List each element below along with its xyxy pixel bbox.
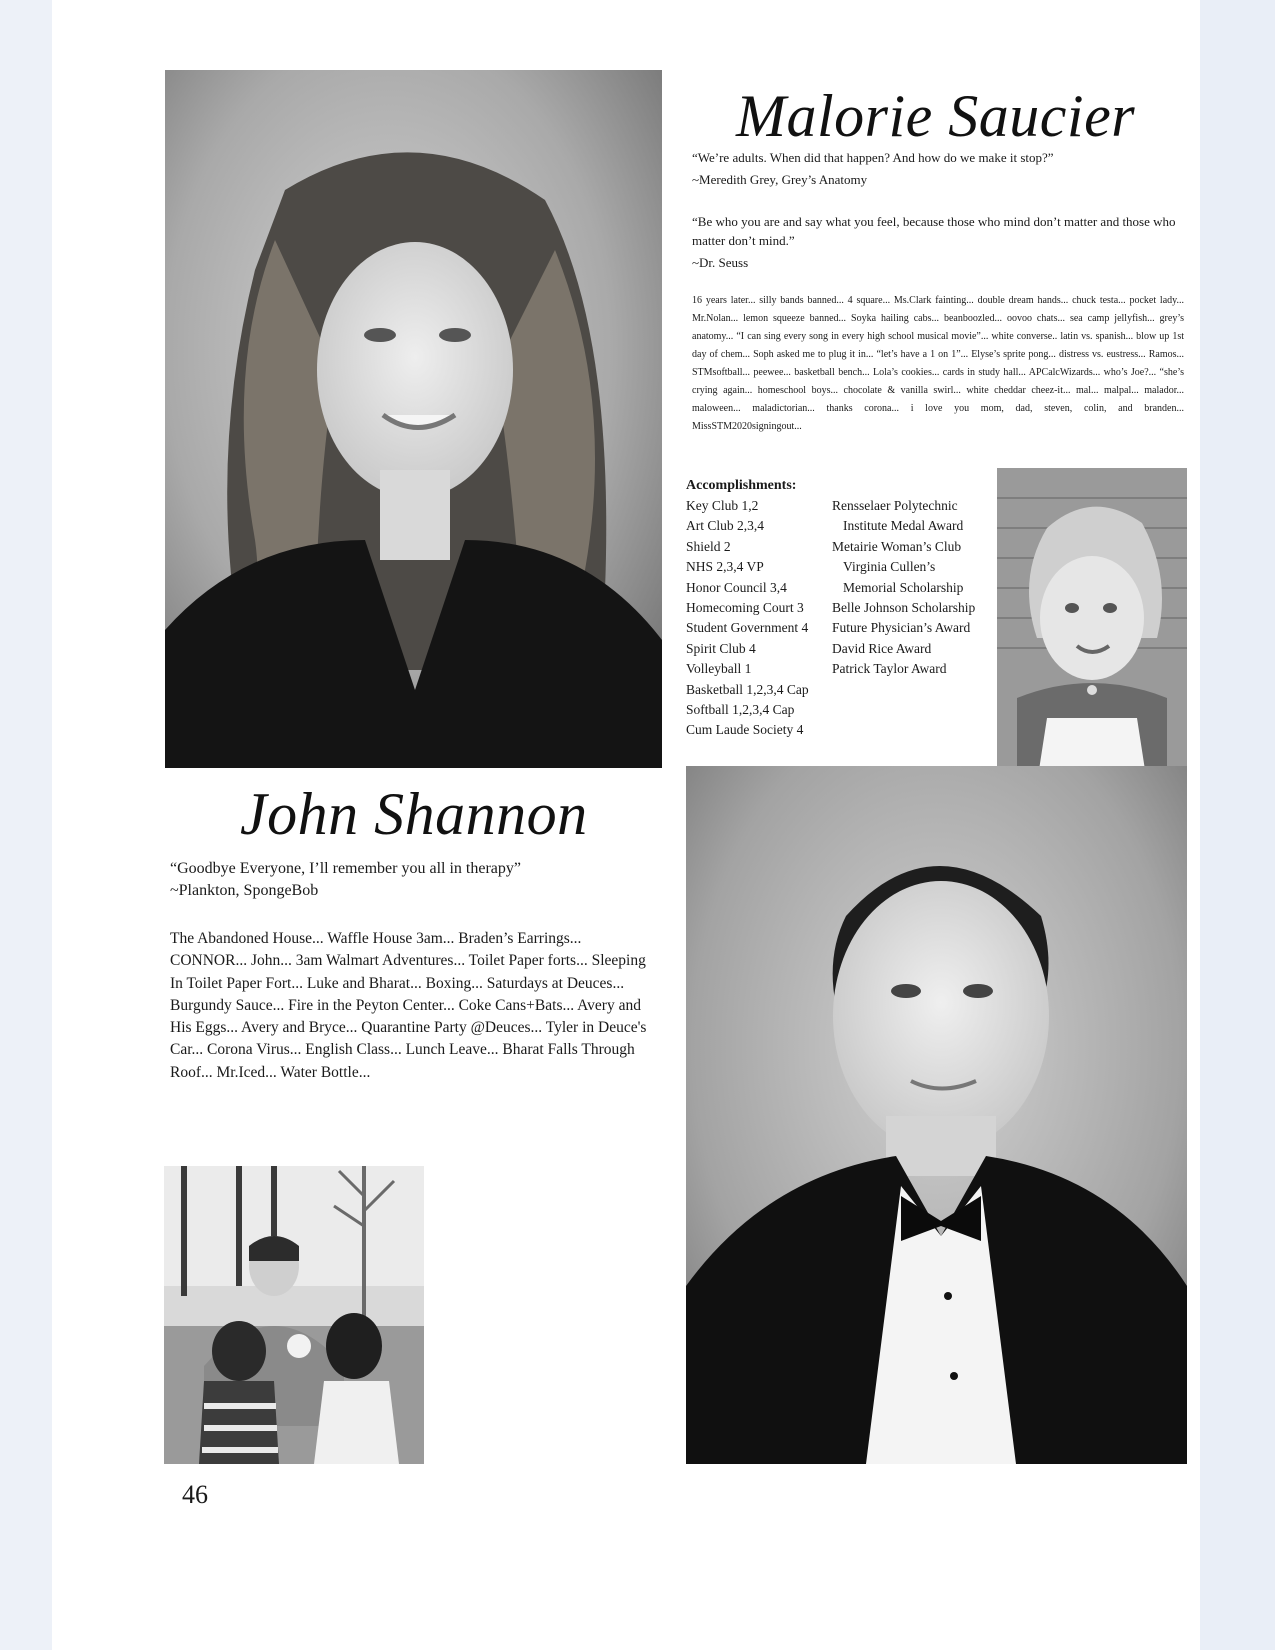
left-margin-strip: [0, 0, 52, 1650]
list-item: Patrick Taylor Award: [832, 661, 947, 677]
list-item: Virginia Cullen’s: [843, 559, 936, 575]
list-item: Art Club 2,3,4: [686, 518, 765, 534]
accomplishments-awards-list: [832, 496, 975, 680]
list-item: Metairie Woman’s Club: [832, 538, 962, 554]
john-quote: “Goodbye Everyone, I’ll remember you all in therapy”: [170, 860, 521, 877]
list-item: Student Government 4: [686, 620, 809, 636]
john-quote-author: ~Plankton, SpongeBob: [170, 882, 319, 899]
list-item: NHS 2,3,4 VP: [686, 559, 764, 575]
list-item: Belle Johnson Scholarship: [832, 600, 976, 616]
list-item: Memorial Scholarship: [843, 579, 964, 595]
list-item: Basketball 1,2,3,4 Cap: [686, 681, 809, 697]
john-candid-photo: [164, 1166, 424, 1464]
list-item: Shield 2: [686, 538, 731, 554]
page-number: 46: [182, 1480, 208, 1509]
list-item: Softball 1,2,3,4 Cap: [686, 702, 795, 718]
malorie-quote-2-author: ~Dr. Seuss: [692, 255, 749, 270]
john-name: John Shannon: [240, 781, 588, 847]
list-item: Spirit Club 4: [686, 640, 756, 656]
malorie-memories: 16 years later... silly bands banned... 4 square... Ms.Clark fainting... double dream hands... chuck testa... pocket lady... Mr.Nolan... lemon squeeze banned... Soyka hailing cabs... beanboozled... oovoo chats... sea camp jellyfish... grey’s anatomy... “I can sing every song in every high school musical movie”... white converse.. latin vs. spanish... blow up 1st day of chem... Soph asked me to plug it in... “let’s have a 1 on 1”... Elyse’s sprite pong... distress vs. eustress... Ramos... STMsoftball... peewee... basketball bench... Lola’s cookies... cards in study hall... APCalcWizards... who’s Joe?... “she’s crying again... homeschool boys... chocolate & vanilla swirl... white cheddar cheez-it... mal... malpal... malador... maloween... maladictorian... thanks corona... i love you mom, dad, steven, colin, and branden... MissSTM2020signingout...: [692, 295, 1184, 432]
list-item: Cum Laude Society 4: [686, 722, 804, 738]
list-item: Key Club 1,2: [686, 498, 759, 513]
malorie-childhood-photo: [997, 468, 1187, 783]
accomplishments-heading: Accomplishments:: [686, 478, 797, 493]
malorie-name: Malorie Saucier: [736, 83, 1136, 149]
accomplishments-activities-list: [686, 496, 809, 741]
john-senior-portrait: [686, 766, 1187, 1464]
list-item: Rensselaer Polytechnic: [832, 498, 958, 513]
list-item: Institute Medal Award: [843, 518, 964, 534]
list-item: Homecoming Court 3: [686, 600, 804, 616]
list-item: Volleyball 1: [686, 661, 752, 677]
john-memories: The Abandoned House... Waffle House 3am... Braden’s Earrings... CONNOR... John... 3am Walmart Adventures... Toilet Paper forts... Sleeping In Toilet Paper Fort... Luke and Bharat... Boxing... Saturdays at Deuces... Burgundy Sauce... Fire in the Peyton Center... Coke Cans+Bats... Avery and His Eggs... Avery and Bryce... Quarantine Party @Deuces... Tyler in Deuce's Car... Corona Virus... English Class... Lunch Leave... Bharat Falls Through Roof... Mr.Iced... Water Bottle...: [170, 930, 647, 1081]
list-item: Future Physician’s Award: [832, 620, 971, 636]
list-item: Honor Council 3,4: [686, 579, 787, 595]
malorie-quote-1-author: ~Meredith Grey, Grey’s Anatomy: [692, 172, 868, 187]
malorie-quote-1: “We’re adults. When did that happen? And how do we make it stop?”: [692, 150, 1054, 165]
malorie-senior-portrait: [165, 70, 662, 768]
right-margin-strip: [1200, 0, 1275, 1650]
malorie-quote-2: “Be who you are and say what you feel, because those who mind don’t matter and those who matter don’t mind.”: [692, 214, 1176, 248]
list-item: David Rice Award: [832, 640, 932, 656]
